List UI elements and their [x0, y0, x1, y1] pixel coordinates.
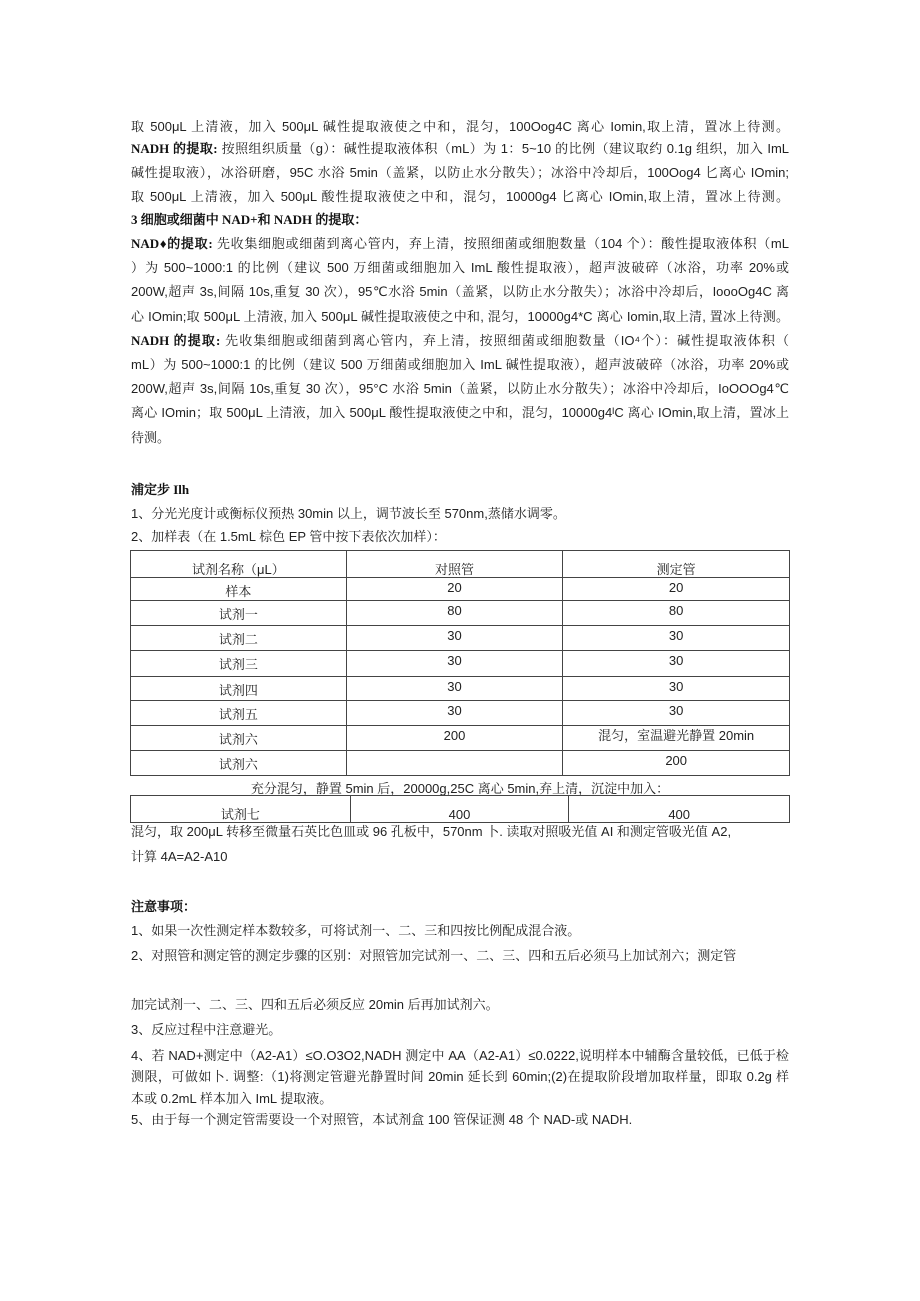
line-text: 200W,超声 3s,间隔 10s,重复 30 次），95°C 水浴 5min（盖紧，以防止水分散失）；冰浴中冷却后，IoOOOg4℃ [131, 381, 789, 396]
table-cell: 20 [563, 578, 790, 601]
text-line [131, 923, 789, 939]
bold-heading: 浦定步 Ilh [131, 482, 190, 497]
text-line [131, 141, 789, 157]
line-text: 心 IOmin;取 500μL 上清液, 加入 500μL 碱性提取液使之中和, 混匀，10000g4*C 离心 Iomin,取上清, 置冰上待测。 [131, 309, 789, 324]
line-text: 加完试剂一、二、三、四和五后必须反应 20min 后再加试剂六。 [131, 997, 499, 1012]
text-line [131, 1091, 789, 1107]
line-text: mL）为 500~1000:1 的比例（建议 500 万细菌或细胞加入 ImL 碱性提取液），超声波破碎（冰浴，功率 20%或 [131, 357, 789, 372]
text-line [131, 119, 789, 135]
table-cell: 400 [569, 796, 790, 823]
text-line [131, 824, 789, 840]
text-line [131, 260, 789, 276]
table-cell: 200 [346, 726, 563, 751]
line-text: 取 500μL 上清液，加入 500μL 碱性提取液使之中和，混匀，100Oog4C 离心 Iomin,取上清，置冰上待测。 [131, 119, 789, 134]
text-line [131, 357, 789, 373]
table-cell: 试剂六 [131, 751, 347, 776]
table-cell: 试剂六 [131, 726, 347, 751]
bold-heading: NADH 的提取: [131, 141, 218, 156]
table-row [131, 651, 790, 677]
text-line [131, 236, 789, 252]
table-cell: 试剂一 [131, 601, 347, 626]
sample-addition-table [130, 550, 790, 776]
line-text: 取 500μL 上清液，加入 500μL 酸性提取液使之中和，混匀，10000g4 匕离心 IOmin,取上清，置冰上待测。 [131, 189, 789, 204]
line-text: 2、对照管和测定管的测定步骤的区别：对照管加完试剂一、二、三、四和五后必须马上加试剂六；测定管 [131, 948, 737, 963]
text-line [131, 899, 789, 915]
text-line [131, 212, 789, 228]
line-text: 2、加样表（在 1.5mL 棕色 EP 管中按下表依次加样）： [131, 529, 446, 544]
text-line [131, 284, 789, 300]
table-row [131, 578, 790, 601]
text-line [131, 506, 789, 522]
table-cell: 样本 [131, 578, 347, 601]
bold-heading: NADH 的提取: [131, 333, 221, 348]
line-text: 待测。 [131, 430, 171, 445]
line-text: 测限，可做如卜. 调整:（1)将测定管避光静置时间 20min 延长到 60min;(2)在提取阶段增加取样量，即取 0.2g 样 [131, 1069, 789, 1084]
line-text: 碱性提取液），冰浴研磨，95C 水浴 5min（盖紧，以防止水分散失）；冰浴中冷却后，100Oog4 匕离心 IOmin; [131, 165, 789, 180]
table-row [131, 726, 790, 751]
table-cell: 试剂三 [131, 651, 347, 677]
line-text: 按照组织质量（g）：碱性提取液体积（mL）为 1：5~10 的比例（建议取约 0.1g 组织，加入 ImL [217, 141, 789, 156]
line-text: 4、若 NAD+测定中（A2-A1）≤O.O3O2,NADH 测定中 AA（A2-A1）≤0.0222,说明样本中辅酶含量较低，已低于检 [131, 1048, 789, 1063]
table-note: 充分混匀，静置 5min 后，20000g,25C 离心 5min,弃上清，沉淀中加入： [250, 781, 670, 796]
line-text: 3、反应过程中注意避光。 [131, 1022, 282, 1037]
text-line [131, 309, 789, 325]
table-cell: 30 [563, 626, 790, 651]
text-line [131, 333, 789, 349]
line-text: 本或 0.2mL 样本加入 ImL 提取液。 [131, 1091, 333, 1106]
table-cell: 80 [563, 601, 790, 626]
line-text: 1、分光光度计或衡标仪预热 30min 以上，调节波长至 570nm,蒸储水调零。 [131, 506, 566, 521]
table-cell: 试剂二 [131, 626, 347, 651]
table-cell: 30 [563, 701, 790, 726]
line-text: 离心 IOmin；取 500μL 上清液，加入 500μL 酸性提取液使之中和，混匀，10000g4ᴵC 离心 IOmin,取上清，置冰上 [131, 405, 789, 420]
table-row [131, 677, 790, 701]
table-cell: 30 [346, 626, 563, 651]
table-row [131, 701, 790, 726]
table-cell: 30 [563, 651, 790, 677]
table-cell: 200 [563, 751, 790, 776]
text-line [131, 1069, 789, 1085]
table-cell: 混匀，室温避光静置 20min [563, 726, 790, 751]
table-cell: 试剂五 [131, 701, 347, 726]
text-line [131, 482, 789, 498]
column-header: 试剂名称（μL） [131, 551, 347, 578]
text-line [131, 1048, 789, 1064]
bold-heading: 注意事项： [131, 899, 197, 914]
text-line [131, 1022, 789, 1038]
table-header-row [131, 551, 790, 578]
table-cell: 试剂四 [131, 677, 347, 701]
text-line [131, 529, 789, 545]
line-text: 先收集细胞或细菌到离心管内，弃上清，按照细菌或细胞数量（IO⁴个）：碱性提取液体积（ [220, 333, 789, 348]
bold-heading: 3 细胞或细菌中 NAD+和 NADH 的提取： [131, 212, 368, 227]
table-row [131, 751, 790, 776]
table-cell: 20 [346, 578, 563, 601]
line-text: 1、如果一次性测定样本数较多，可将试剂一、二、三和四按比例配成混合液。 [131, 923, 581, 938]
line-text: 先收集细胞或细菌到离心管内，弃上清，按照细菌或细胞数量（104 个）：酸性提取液体积（mL [212, 236, 789, 251]
text-line [131, 997, 789, 1013]
text-line [131, 165, 789, 181]
line-text: ）为 500~1000:1 的比例（建议 500 万细菌或细胞加入 ImL 酸性提取液），超声波破碎（冰浴，功率 20%或 [131, 260, 789, 275]
text-line [131, 1112, 789, 1128]
text-line [131, 189, 789, 205]
line-text: 5、由于每一个测定管需要设一个对照管，本试剂盒 100 管保证测 48 个 NAD-或 NADH. [131, 1112, 633, 1127]
text-line [131, 849, 789, 865]
table-cell [346, 751, 563, 776]
column-header: 对照管 [346, 551, 563, 578]
bold-heading: NAD♦的提取: [131, 236, 213, 251]
text-line [131, 430, 789, 446]
table-cell: 80 [346, 601, 563, 626]
table-cell: 30 [346, 651, 563, 677]
table-cell: 30 [346, 701, 563, 726]
table-cell: 30 [346, 677, 563, 701]
text-line [131, 405, 789, 421]
column-header: 测定管 [563, 551, 790, 578]
table-cell: 试剂七 [131, 796, 351, 823]
line-text: 混匀，取 200μL 转移至微量石英比色皿或 96 孔板中，570nm 卜. 读取对照吸光值 AI 和测定管吸光值 A2, [131, 824, 732, 839]
table-cell: 400 [350, 796, 569, 823]
reagent-seven-table [130, 795, 790, 823]
text-line [131, 381, 789, 397]
table-row [131, 601, 790, 626]
line-text: 200W,超声 3s,间隔 10s,重复 30 次），95℃水浴 5min（盖紧，以防止水分散失）；冰浴中冷却后，IoooOg4C 离 [131, 284, 789, 299]
line-text: 计算 4A=A2-A10 [131, 849, 228, 864]
text-line [131, 948, 789, 964]
table-row [131, 626, 790, 651]
table-row [131, 796, 790, 823]
table-cell: 30 [563, 677, 790, 701]
